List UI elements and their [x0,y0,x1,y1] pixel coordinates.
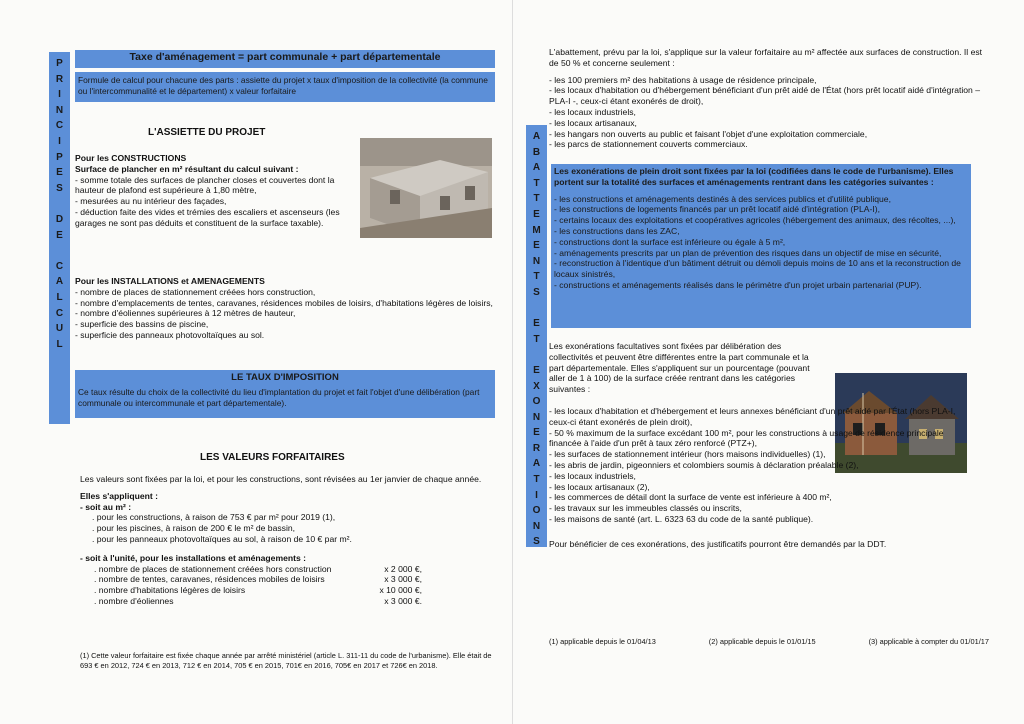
vertical-letter: A [532,131,541,142]
m2-item: . pour les piscines, à raison de 200 € le m² de bassin, [92,523,296,534]
abattement-item: - les 100 premiers m² des habitations à usage de résidence principale, [549,74,817,85]
vertical-letter: B [532,146,541,158]
right-page [512,0,1024,724]
unite-value: x 3 000 €, [384,574,422,585]
exo-fac-list [549,406,969,525]
exo-droit-item: - les constructions et aménagements destinés à des services publics et d'utilité publique, [554,193,891,204]
valeurs-intro: Les valeurs sont fixées par la loi, et pour les constructions, sont révisées au 1er janvier de chaque année. [80,474,482,484]
exo-droit-item: - certains locaux des exploitations et coopératives agricoles (hébergement des animaux, des récoltes, ...), [554,215,956,226]
constructions-list [75,175,360,229]
installations-item: - nombre de places de stationnement créées hors construction, [75,286,316,297]
abattement-list [549,75,985,151]
exo-fac-item: - les locaux industriels, [549,470,636,481]
note-1: (1) applicable depuis le 01/04/13 [549,637,656,646]
unite-row [94,564,492,575]
vertical-letter: X [533,380,540,392]
vertical-letter: E [533,318,540,330]
exo-fac-item: - les commerces de détail dont la surface de vente est inférieure à 400 m², [549,492,832,503]
exo-fac-item: - les travaux sur les immeubles classés ou inscrits, [549,503,742,514]
vertical-letter: N [532,411,541,423]
m2-item: . pour les constructions, à raison de 753 € par m² pour 2019 (1), [92,512,336,523]
vertical-letter [58,196,61,212]
installations-title: Pour les INSTALLATIONS et AMENAGEMENTS [75,276,265,286]
unite-label: . nombre de places de stationnement créées hors construction [94,563,332,574]
vertical-letter [535,347,538,363]
vertical-letter: U [55,323,64,335]
vertical-letter: I [58,135,61,147]
vertical-letter: P [56,151,63,163]
exo-fac-item: - les locaux artisanaux (2), [549,481,650,492]
header-title: Taxe d'aménagement = part communale + part départementale [129,51,441,63]
constructions-intro: Surface de plancher en m² résultant du calcul suivant : [75,163,299,174]
taux-box [75,370,495,418]
vertical-letter: D [55,213,64,225]
exo-fac-item: - les maisons de santé (art. L. 6323 63 du code de la santé publique). [549,513,814,524]
installations-block [75,276,495,341]
exo-fac-item: - 50 % maximum de la surface excédant 100 m², pour les constructions à usage de résidence principale financée à l'aide d'un prêt à taux zéro renforcé (PTZ+), [549,427,944,449]
vertical-letters [526,125,547,550]
vertical-letter: T [533,333,540,345]
exo-droit-box [551,164,971,328]
m2-item: . pour les panneaux photovoltaïques au sol, à raison de 10 € par m². [92,533,352,544]
valeurs-title: LES VALEURS FORFAITAIRES [200,452,345,463]
exo-fac-block [549,406,969,550]
m2-list [80,512,492,544]
abattements-exonerations-bar [526,125,547,547]
unite-value: x 10 000 €, [379,585,422,596]
exo-droit-intro: Les exonérations de plein droit sont fixées par la loi (codifiées dans le code de l'urbanisme). Elles portent sur la totalité des surfaces et aménagements rentrant dans les catégories suivantes : [554,166,954,187]
constructions-item: - déduction faite des vides et trémies des escaliers et ascenseurs (les garages ne sont pas déduits et constituent de la surface taxable). [75,206,340,228]
vertical-letter: C [55,120,64,132]
vertical-letter: C [55,260,64,272]
unite-row [94,585,492,596]
exo-fac-item: - les locaux d'habitation et d'hébergement et leurs annexes bénéficiant d'un prêt aidé par l'État (hors PLA-I, ceux-ci étant exonérés de plein droit), [549,406,956,427]
unite-label: . nombre d'éoliennes [94,595,174,606]
vertical-letter: S [533,286,540,298]
vertical-letter: M [532,224,541,236]
construction-site-photo [360,138,492,238]
exo-droit-item: - constructions et aménagements réalisés dans le périmètre d'un projet urbain partenarial (PUP). [554,279,922,290]
exo-droit-item: - aménagements prescrits par un plan de prévention des risques dans un objectif de mise en sécurité, [554,247,942,258]
abattement-item: - les locaux industriels, [549,106,636,117]
vertical-letter: R [55,73,64,85]
vertical-letter: T [533,177,540,189]
vertical-letter: L [56,338,63,350]
formula-text: Formule de calcul pour chacune des parts : assiette du projet x taux d'imposition de la collectivité (la commune ou l'intercommunalité et le département) x valeur forfaitaire [78,75,488,96]
exo-fac-item: - les surfaces de stationnement intérieur (hors maisons individuelles) (1), [549,449,826,460]
vertical-letter: T [533,193,540,205]
vertical-letter: A [532,162,541,174]
vertical-letter: E [56,167,63,179]
installations-item: - nombre d'éoliennes supérieures à 12 mètres de hauteur, [75,308,296,319]
vertical-letter: L [56,291,63,303]
vertical-letter: E [533,427,540,439]
exo-fac-item: - les abris de jardin, pigeonniers et colombiers soumis à déclaration préalable (2), [549,459,859,470]
taux-text: Ce taux résulte du choix de la collectivité du lieu d'implantation du projet et fait l'objet d'une délibération (part communale ou intercommunale et part départementale). [78,387,480,408]
unite-label: . nombre de tentes, caravanes, résidences mobiles de loisirs [94,574,325,585]
vertical-letter: T [533,271,540,283]
exo-droit-item: - reconstruction à l'identique d'un bâtiment détruit ou démoli depuis moins de 10 ans et la reconstruction de locaux sinistrés, [554,258,961,280]
exo-fac-intro: Les exonérations facultatives sont fixées par délibération des collectivités et peuvent être différentes entre la part communale et la part départementale. Elles s'appliquent sur un pourcentage (pouvant aller de 1 à 100) de la surface créée rentrant dans les catégories suivantes : [549,341,810,395]
vertical-letter: S [533,536,540,548]
vertical-letter: P [56,58,63,69]
justificatifs-text: Pour bénéficier de ces exonérations, des justificatifs pourront être demandés par la DDT. [549,538,887,549]
exo-droit-list [554,194,968,291]
vertical-letter: C [55,307,64,319]
exo-droit-item: - les constructions dans les ZAC, [554,225,680,236]
installations-item: - nombre d'emplacements de tentes, caravanes, résidences mobiles de loisirs, d'habitations légères de loisirs, [75,297,493,308]
installations-item: - superficie des panneaux photovoltaïques au sol. [75,329,265,340]
vertical-letter: E [56,229,63,241]
abattement-item: - les locaux d'habitation ou d'hébergement bénéficiant d'un prêt aidé de l'État (hors prêt locatif aidé d'intégration – PLA-I -, ceux-ci étant exonérés de droit), [549,85,981,107]
exo-fac-intro-block [549,341,819,395]
vertical-letter: O [532,396,541,408]
vertical-letter [535,301,538,317]
formula-box [75,72,495,102]
principes-de-calcul-bar [49,52,70,424]
vertical-letter: I [535,489,538,501]
exo-droit-item: - les constructions de logements financés par un prêt locatif aidé d'intégration (PLA-I), [554,204,880,215]
vertical-letter: A [532,458,541,470]
vertical-letter: E [533,240,540,252]
left-footnote: (1) Cette valeur forfaitaire est fixée chaque année par arrêté ministériel (article L. 311-11 du code de l'urbanisme). Elle était de 693 € en 2012, 724 € en 2013, 712 € en 2014, 705 € en 2015, 701€ en 2016, 705€ en 2017 et 726€ en 2018. [80,651,492,670]
abattement-block [549,47,985,150]
appliquent-label: Elles s'appliquent : [80,490,158,501]
vertical-letter: A [55,276,64,288]
constructions-item: - mesurées au nu intérieur des façades, [75,196,227,207]
note-2: (2) applicable depuis le 01/01/15 [708,637,816,646]
abattement-intro: L'abattement, prévu par la loi, s'applique sur la valeur forfaitaire au m² affectée aux surfaces de construction. Il est de 50 % et concerne seulement : [549,47,983,68]
unite-list [80,564,492,607]
unite-row [94,574,492,585]
soit-unite-label: - soit à l'unité, pour les installations et aménagements : [80,552,307,563]
vertical-letter: E [533,364,540,376]
vertical-letter: R [532,442,541,454]
vertical-letter: E [533,208,540,220]
constructions-block [75,153,360,229]
exo-droit-item: - constructions dont la surface est inférieure ou égale à 5 m², [554,236,786,247]
right-notes [549,637,989,647]
constructions-item: - somme totale des surfaces de plancher closes et couvertes dont la hauteur de plafond est supérieure à 1,80 mètre, [75,174,335,196]
abattement-item: - les parcs de stationnement couverts commerciaux. [549,139,748,150]
vertical-letter: N [532,255,541,267]
note-3: (3) applicable à compter du 01/01/17 [868,637,989,646]
vertical-letters [49,52,70,352]
vertical-letter: N [55,104,64,116]
header-bar [75,50,495,68]
abattement-item: - les hangars non ouverts au public et faisant l'objet d'une exploitation commerciale, [549,128,868,139]
unite-value: x 3 000 €. [384,595,422,606]
taux-title: LE TAUX D'IMPOSITION [231,372,339,383]
vertical-letter: S [56,182,63,194]
unite-row [94,596,492,607]
vertical-letter: I [58,89,61,101]
installations-item: - superficie des bassins de piscine, [75,319,209,330]
assiette-title: L'ASSIETTE DU PROJET [148,127,266,138]
vertical-letter: N [532,520,541,532]
constructions-title: Pour les CONSTRUCTIONS [75,153,187,163]
vertical-letter: T [533,474,540,486]
unite-value: x 2 000 €, [384,563,422,574]
vertical-letter: O [532,505,541,517]
abattement-item: - les locaux artisanaux, [549,117,637,128]
valeurs-block [80,474,492,607]
installations-list [75,287,495,341]
soit-m2-label: - soit au m² : [80,501,132,512]
unite-label: . nombre d'habitations légères de loisirs [94,585,246,596]
vertical-letter [58,243,61,259]
